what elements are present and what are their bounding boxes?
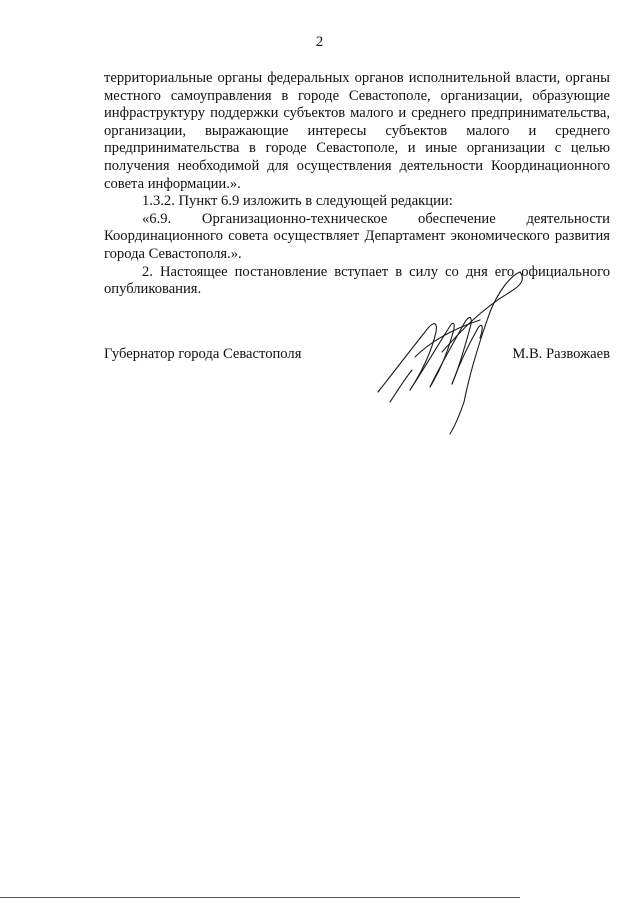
- handwritten-signature: [370, 262, 550, 442]
- signatory-name: М.В. Развожаев: [512, 346, 610, 362]
- paragraph-item-1-3-2: 1.3.2. Пункт 6.9 изложить в следующей редакции:: [142, 193, 453, 210]
- paragraph-item-6-9: «6.9. Организационно-техническое обеспечение деятельности Координационного совета осуществляет Департамент экономического развития города Севастополя.».: [104, 210, 610, 262]
- signatory-position: Губернатор города Севастополя: [104, 346, 302, 362]
- paragraph-organizations: территориальные органы федеральных органов исполнительной власти, органы местного самоуправления в городе Севастополе, организации, образующие инфраструктуру поддержки субъектов малого и среднего предпринимательства, организации, выражающие интересы субъектов малого и среднего предпринимательства в городе Севастополе, и иные организации с целью получения необходимой для осуществления деятельности Координационного совета информации.».: [104, 70, 610, 192]
- paragraph-effective-date: 2. Настоящее постановление вступает в силу со дня его официального опубликования.: [104, 263, 610, 298]
- bottom-divider: [0, 897, 520, 898]
- page-number: 2: [315, 34, 324, 50]
